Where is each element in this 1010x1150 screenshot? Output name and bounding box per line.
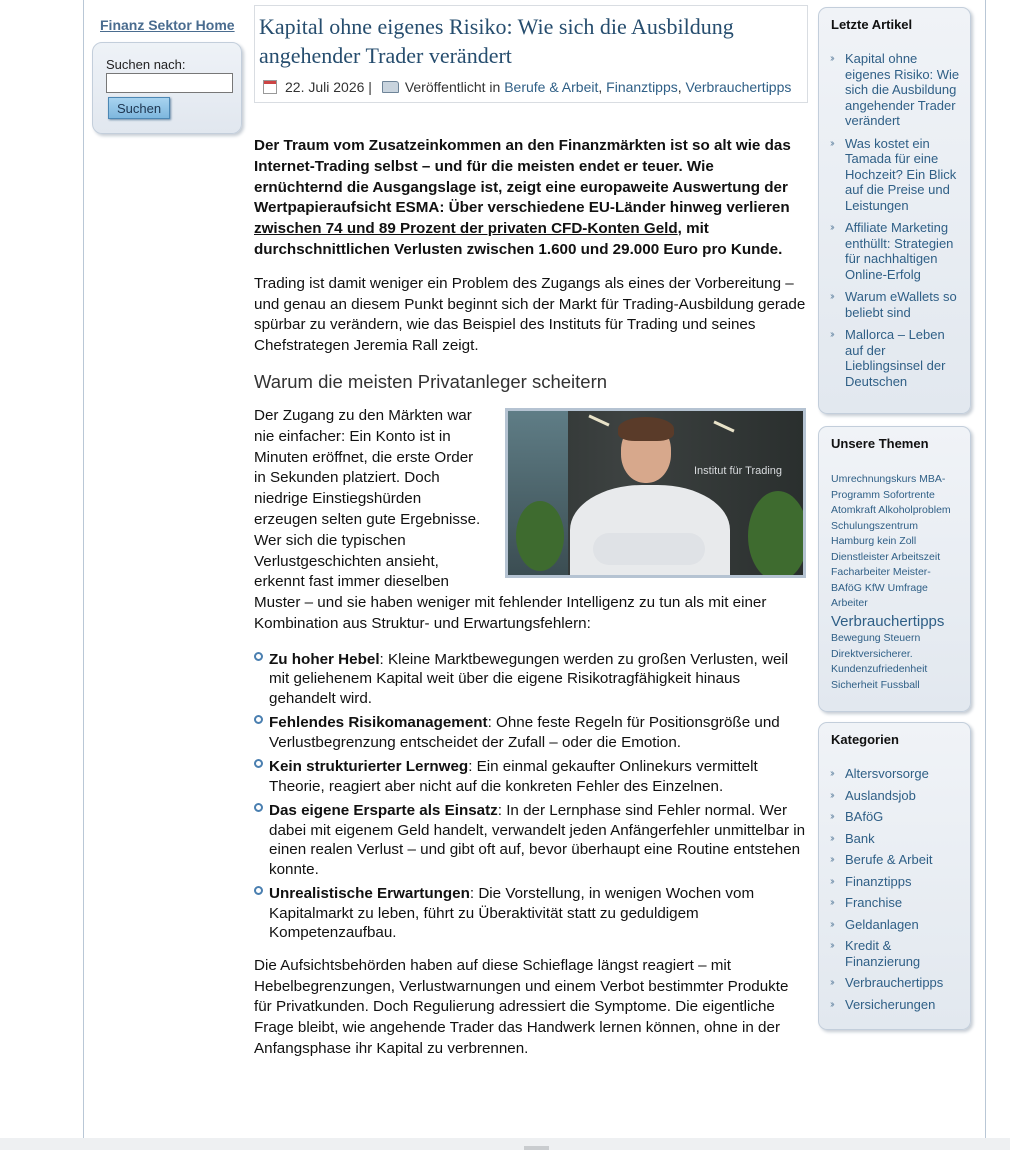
search-input[interactable] [106,73,233,93]
tag-link[interactable]: kein Zoll [877,535,917,547]
recent-post-title[interactable]: Mallorca – Leben auf der Lieblingsinsel der Deutschen [845,327,946,389]
tag-link[interactable]: Hamburg [831,535,875,547]
category-item[interactable] [829,938,963,969]
double-arrow-icon: ›› [830,222,833,233]
list-item [269,650,806,709]
calendar-icon [263,80,277,94]
recent-posts-widget [818,7,971,414]
photo-person-arms [593,533,705,565]
paragraph: Trading ist damit weniger ein Problem des Zugangs als eines der Vorbereitung – und genau an diesem Punkt beginnt sich der Markt für Trading-Ausbildung gerade spürbar zu verändern, wie das Beispiel des Instituts für Trading und seines Chefstrategen Jeremia Rall zeigt. [254,274,806,355]
topics-widget [818,426,971,712]
search-widget [92,42,242,134]
tag-link[interactable]: Fussball [880,678,920,691]
list-item-text: : In der Lernphase sind Fehler normal. Wer dabei mit eigenem Geld handelt, verwandelt jeden Anfängerfehler unmittelbar in einen realen Verlust – und gibt oft auf, bevor überhaupt eine Routine entstehen konnte. [269,802,806,878]
category-label[interactable]: Bank [845,830,875,846]
list-item-title: Zu hoher Hebel [269,650,380,668]
list-item [269,757,806,796]
list-item-title: Fehlendes Risikomanagement [269,714,488,732]
bullet-icon [254,886,263,895]
category-label[interactable]: Altersvorsorge [845,766,929,781]
list-item [269,713,806,752]
tag-link[interactable]: Alkoholproblem [878,504,951,516]
post-header [254,5,808,103]
paragraph: Der Zugang zu den Märkten war nie einfacher: Ein Konto ist in Minuten eröffnet, die erste Order in Sekunden platziert. Doch niedrige Einstiegshürden erzeugen selten gute Ergebnisse. Wer sich die typischen Verlustgeschichten ansieht, erkennt fast immer dieselben Muster – und sie haben weniger mit fehlender Intelligenz zu tun als mit einer Kombination aus Struktur- und Erwartungsfehlern: [254,406,767,632]
double-arrow-icon: ›› [830,977,833,988]
list-item-text: : Die Vorstellung, in wenigen Wochen vom Kapitalmarkt zu leben, führt zu Überaktivität statt zu geduldigem Kompetenzaufbau. [269,885,755,942]
post-meta: 22. Juli 2026 | Veröffentlicht in Berufe & Arbeit, Finanztipps, Verbrauchertipps [263,78,791,95]
home-link[interactable]: Finanz Sektor Home [100,17,235,33]
double-arrow-icon: ›› [830,832,833,844]
double-arrow-icon: ›› [830,137,833,149]
search-label: Suchen nach: [106,57,186,72]
category-item[interactable] [829,997,963,1013]
post-date: 22. Juli 2026 [285,79,365,95]
photo-person-hair [618,417,674,441]
tag-link[interactable]: Arbeitszeit [891,550,941,563]
double-arrow-icon: ›› [830,854,833,865]
category-item[interactable] [829,788,963,804]
page-bottom-shade [0,1138,1010,1150]
tag-link[interactable]: Umrechnungskurs [831,473,917,485]
recent-post-link[interactable] [829,220,963,282]
double-arrow-icon: ›› [830,789,833,801]
tag-link[interactable]: MBA-Programm [831,473,946,501]
tag-link[interactable]: Arbeiter [831,597,868,609]
recent-post-title[interactable]: Warum eWallets so beliebt sind [845,289,957,320]
bullet-icon [254,715,263,724]
search-button[interactable]: Suchen [108,97,170,119]
widget-title: Letzte Artikel [831,17,913,32]
categories-list [829,766,963,1012]
lead-text: Der Traum vom Zusatzeinkommen an den Finanzmärkten ist so alt wie das Internet-Trading selbst – und für die meisten endet er teuer. Wie ernüchternd die Ausgangslage ist, zeigt eine europaweite Auswertung der Wertpapieraufsicht ESMA: Über verschiedene EU-Länder hinweg verlieren [254,137,791,217]
tag-link[interactable]: Steuern [883,632,921,644]
photo-plant [748,491,806,578]
article-photo [505,408,806,578]
tag-link[interactable]: Sofortrente [882,488,935,501]
category-label[interactable]: Kredit & Finanzierung [845,938,921,969]
bullet-icon [254,803,263,812]
photo-plant [516,501,564,571]
recent-post-link[interactable] [829,136,963,214]
list-item [269,801,806,879]
scroll-indicator[interactable] [524,1146,549,1150]
category-label[interactable]: Auslandsjob [845,787,916,803]
double-arrow-icon: ›› [830,768,833,779]
double-arrow-icon: ›› [830,918,833,930]
photo-sign-text: Institut für Trading [694,464,783,477]
double-arrow-icon: ›› [830,811,833,822]
list-item-title: Unrealistische Erwartungen [269,885,470,903]
category-label[interactable]: Berufe & Arbeit [845,852,933,867]
recent-post-title[interactable]: Was kostet ein Tamada für eine Hochzeit? Ein Blick auf die Preise und Leistungen [845,135,957,213]
double-arrow-icon: ›› [830,53,833,64]
bullet-icon [254,652,263,661]
recent-post-link[interactable] [829,51,963,129]
section-heading: Warum die meisten Privatanleger scheitern [254,370,608,392]
list-item-text: : Ohne feste Regeln für Positionsgröße und Verlustbegrenzung entscheidet der Zufall – oder die Emotion. [269,714,780,751]
tag-link[interactable]: Facharbeiter [831,566,890,578]
list-item-title: Das eigene Ersparte als Einsatz [269,802,498,820]
widget-title: Kategorien [831,732,899,747]
tag-link[interactable]: Sicherheit [831,678,878,691]
post-content [254,136,806,1073]
tag-link[interactable]: Kundenzufriedenheit [831,663,928,675]
category-item[interactable] [829,809,963,825]
category-item[interactable] [829,975,963,991]
category-label[interactable]: Finanztipps [845,873,912,889]
list-item-text: : Ein einmal gekaufter Onlinekurs vermittelt Theorie, reagiert aber nicht auf die konkreten Fehler des Einzelnen. [269,758,758,795]
categories-widget [818,722,971,1030]
category-item[interactable] [829,766,963,782]
double-arrow-icon: ›› [830,875,833,887]
recent-posts-list [829,51,963,389]
category-link[interactable]: Berufe & Arbeit [504,79,599,95]
tag-cloud [831,472,961,693]
double-arrow-icon: ›› [830,998,833,1010]
recent-post-title[interactable]: Kapital ohne eigenes Risiko: Wie sich die Ausbildung angehender Trader verändert [845,51,960,128]
post-title[interactable]: Kapital ohne eigenes Risiko: Wie sich die Ausbildung angehender Trader verändert [259,14,734,68]
recent-post-link[interactable] [829,289,963,320]
meta-separator: | [368,79,372,95]
category-item[interactable] [829,831,963,847]
category-label[interactable]: Versicherungen [845,996,936,1012]
folder-icon [382,81,399,93]
list-item-text: : Kleine Marktbewegungen werden zu großen Verlusten, weil mit geliehenem Kapital weit über die eigene Risikotragfähigkeit hinaus gehandelt wird. [269,650,789,707]
bullet-icon [254,759,263,768]
list-item [269,884,806,943]
recent-post-title[interactable]: Affiliate Marketing enthüllt: Strategien für nachhaltigen Online-Erfolg [845,220,954,282]
tag-link[interactable]: Schulungszentrum [831,519,918,532]
category-item[interactable] [829,852,963,868]
list-item-title: Kein strukturierter Lernweg [269,758,469,776]
double-arrow-icon: ›› [830,329,833,340]
published-in-label: Veröffentlicht in [404,79,501,95]
category-item[interactable] [829,895,963,911]
category-item[interactable] [829,917,963,933]
category-label[interactable]: Franchise [845,895,903,910]
category-label[interactable]: BAföG [845,809,884,824]
lead-text: , mit durchschnittlichen Verlusten zwischen 1.600 und 29.000 Euro pro Kunde. [254,220,783,258]
double-arrow-icon: ›› [830,291,833,302]
paragraph: Die Aufsichtsbehörden haben auf diese Schieflage längst reagiert – mit Hebelbegrenzungen, Verlustwarnungen und einem Verbot bestimmter Produkte für Privatkunden. Doch Regulierung adressiert die Symptome. Die eigentliche Frage bleibt, wie angehende Trader das Handwerk lernen können, ohne in der Anfangsphase ihr Kapital zu verbrennen. [254,956,789,1057]
tag-link[interactable]: Atomkraft [831,504,876,516]
double-arrow-icon: ›› [830,897,833,908]
reasons-list [254,650,806,943]
tag-link[interactable]: KfW [864,581,885,594]
category-item[interactable] [829,874,963,890]
widget-title: Unsere Themen [831,436,929,451]
category-link[interactable]: Verbrauchertipps [685,79,792,95]
tag-link[interactable]: Dienstleister [831,550,889,563]
tag-link[interactable]: Umfrage [887,581,928,594]
lead-paragraph [254,136,806,261]
tag-link[interactable]: Bewegung [831,632,881,644]
tag-link[interactable]: Direktversicherer. [831,647,913,660]
recent-post-link[interactable] [829,327,963,389]
category-label[interactable]: Verbrauchertipps [845,975,944,990]
category-link[interactable]: Finanztipps [606,79,678,95]
tag-link[interactable]: Meister-BAföG [831,566,931,594]
double-arrow-icon: ›› [830,940,833,951]
category-label[interactable]: Geldanlagen [845,916,919,932]
tag-link[interactable]: Verbrauchertipps [831,612,945,630]
esma-link[interactable]: zwischen 74 und 89 Prozent der privaten CFD-Konten Geld [254,220,678,238]
